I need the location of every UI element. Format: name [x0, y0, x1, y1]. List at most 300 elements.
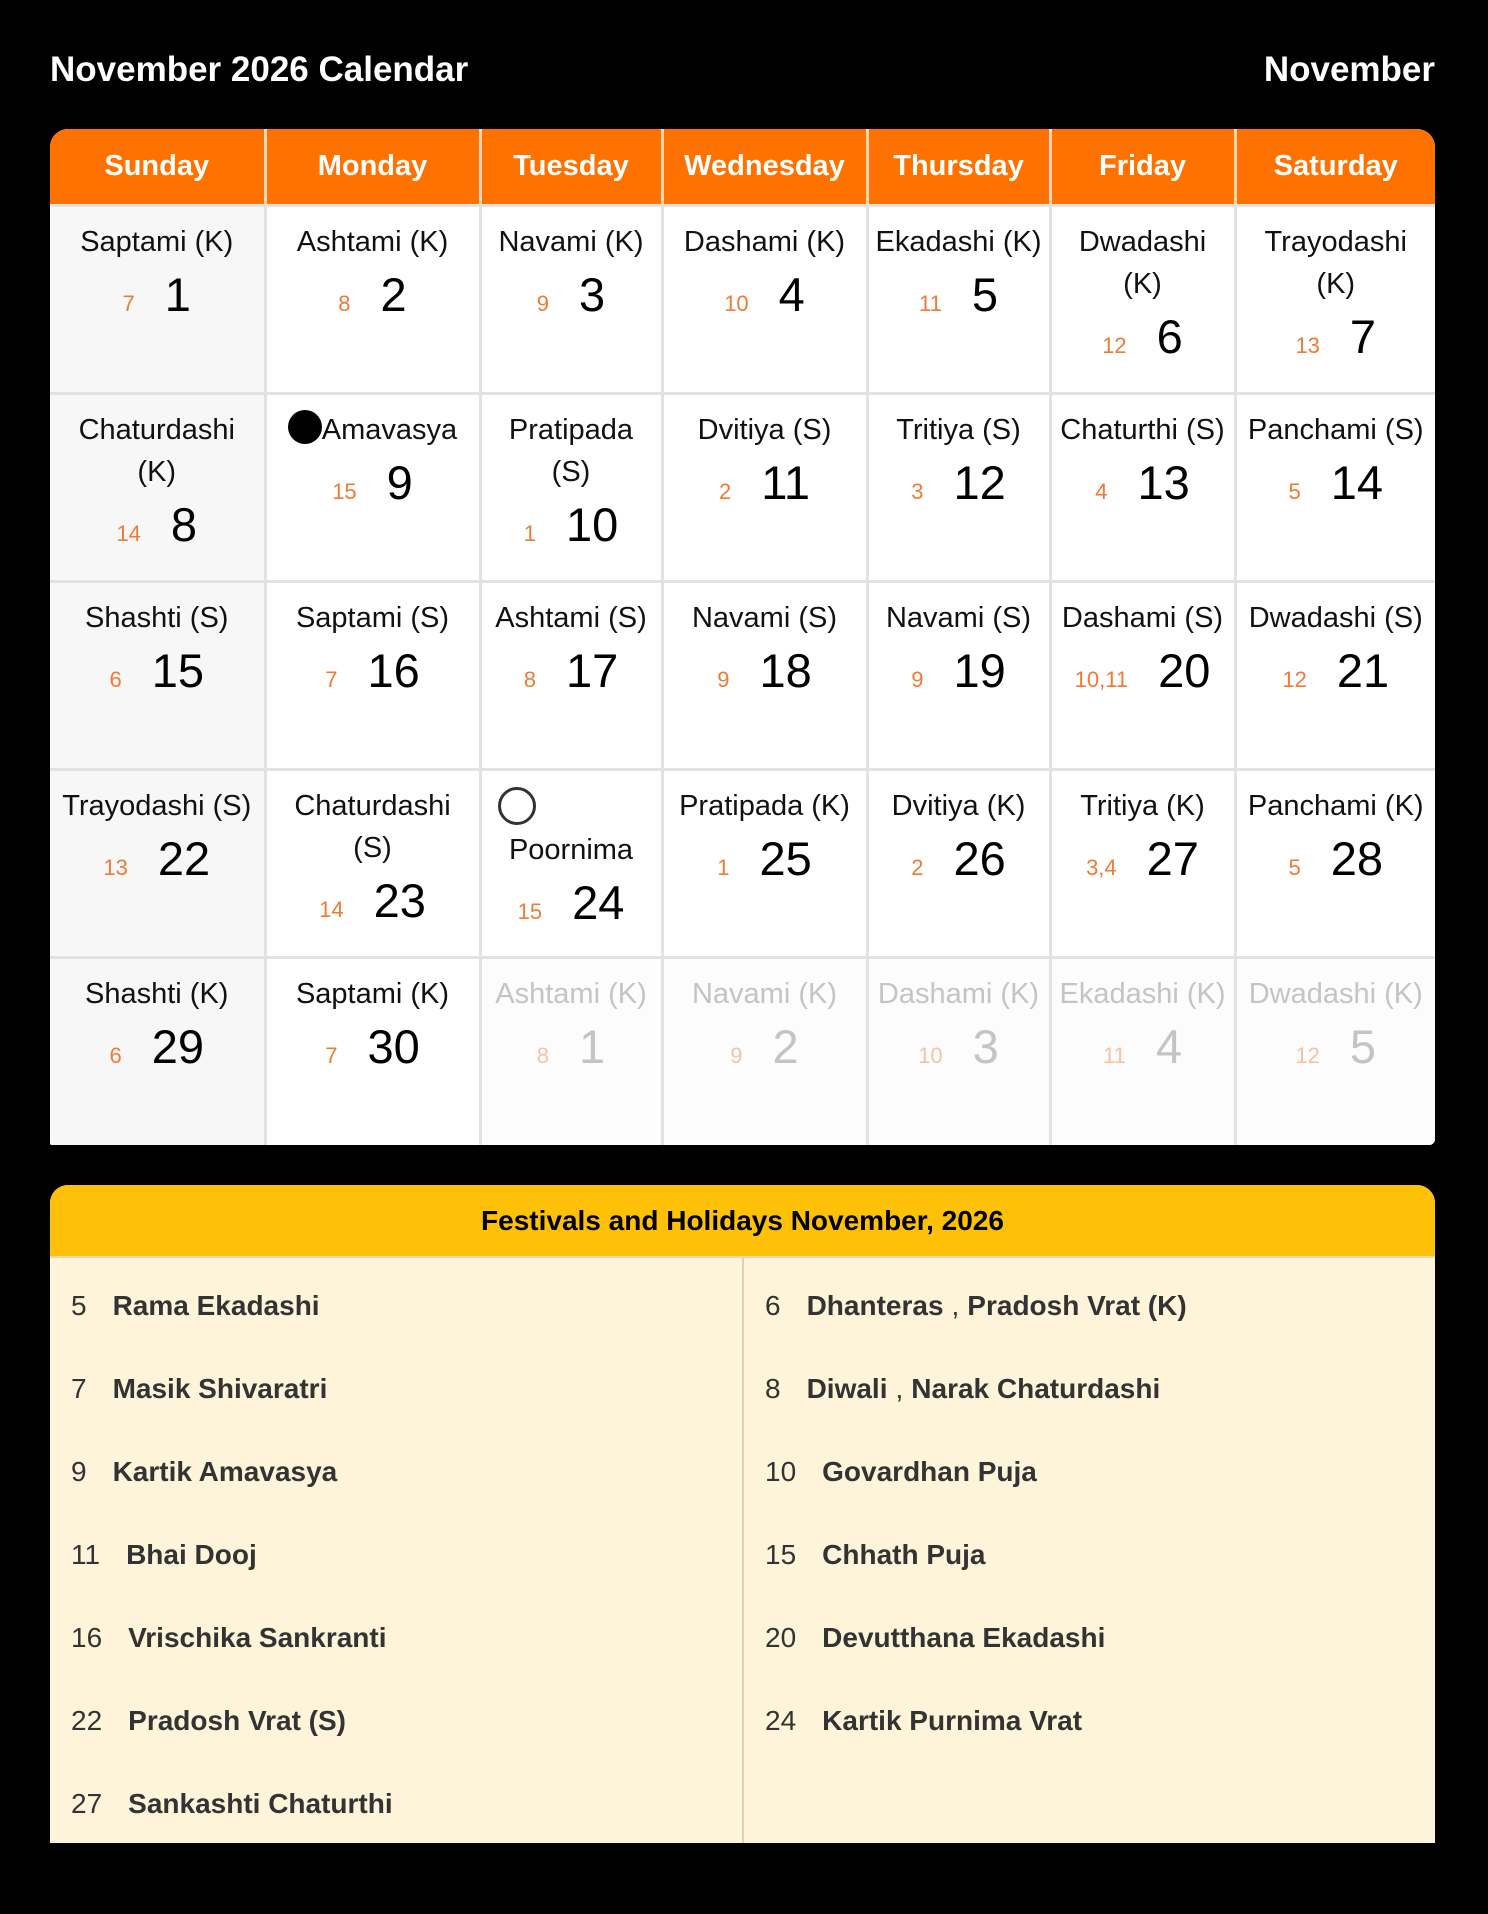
day-cell-content [664, 959, 866, 1091]
tithi-number: 7 [325, 667, 338, 692]
day-cell[interactable] [265, 394, 480, 582]
festival-day: 27 [71, 1787, 103, 1819]
date-line [56, 263, 258, 339]
date-number: 29 [151, 1020, 205, 1073]
tithi-name: Dashami (K) [683, 226, 846, 258]
tithi-name: Tritiya (K) [1080, 790, 1205, 822]
day-cell-content [1052, 395, 1234, 527]
festival-name-link[interactable]: Dhanteras [806, 1289, 944, 1321]
tithi-label [1243, 597, 1430, 639]
day-cell[interactable] [50, 770, 265, 958]
festival-name-link[interactable]: Kartik Purnima Vrat [822, 1704, 1083, 1736]
date-number: 22 [157, 832, 211, 885]
tithi-number: 1 [523, 521, 536, 546]
day-cell-content [1052, 583, 1234, 715]
day-cell[interactable] [662, 582, 867, 770]
tithi-name: Navami (S) [691, 602, 837, 634]
tithi-name: Shashti (K) [85, 978, 229, 1010]
day-cell[interactable] [1050, 770, 1235, 958]
day-cell-content [664, 395, 866, 527]
day-cell[interactable] [1235, 770, 1435, 958]
festival-item[interactable] [50, 1679, 742, 1762]
tithi-number: 14 [319, 897, 344, 922]
day-cell-content [50, 771, 264, 903]
tithi-number: 9 [730, 1043, 743, 1068]
tithi-name: Saptami (S) [295, 602, 450, 634]
tithi-label [1058, 409, 1228, 451]
date-line [1243, 305, 1430, 381]
tithi-label [875, 973, 1043, 1015]
date-number: 6 [1156, 310, 1183, 363]
festival-day: 15 [765, 1538, 797, 1570]
festival-name-link[interactable]: Kartik Amavasya [112, 1455, 338, 1487]
tithi-number: 2 [911, 855, 924, 880]
tithi-number: 9 [911, 667, 924, 692]
day-cell-content [267, 395, 479, 527]
tithi-label [488, 973, 655, 1015]
day-cell[interactable] [662, 394, 867, 582]
date-line [56, 1015, 258, 1091]
tithi-number: 5 [1288, 855, 1301, 880]
day-cell-content [1237, 959, 1436, 1091]
day-cell[interactable] [867, 206, 1050, 394]
calendar-week-row [50, 394, 1435, 582]
festival-item[interactable] [744, 1430, 1434, 1513]
day-cell[interactable] [1235, 582, 1435, 770]
day-cell-content [50, 959, 264, 1091]
date-line [488, 639, 655, 715]
tithi-number: 12 [1295, 1043, 1320, 1068]
date-number: 3 [579, 268, 606, 321]
date-line [670, 451, 860, 527]
festival-names [128, 1788, 392, 1820]
festival-names [113, 1373, 328, 1405]
day-cell-content [664, 771, 866, 903]
tithi-number: 13 [1295, 333, 1320, 358]
tithi-name: Dvitiya (S) [697, 414, 832, 446]
tithi-label [1058, 785, 1228, 827]
festival-item[interactable] [50, 1513, 742, 1596]
date-line [488, 1015, 655, 1091]
date-line [488, 871, 655, 947]
tithi-name: Dashami (S) [1061, 602, 1224, 634]
date-line [670, 1015, 860, 1091]
day-cell[interactable] [867, 582, 1050, 770]
festival-item[interactable] [744, 1596, 1434, 1679]
date-line [1058, 639, 1228, 715]
date-number: 27 [1146, 832, 1199, 885]
festival-day: 20 [765, 1621, 797, 1653]
tithi-name: Navami (K) [498, 226, 644, 258]
tithi-label [56, 409, 258, 493]
festival-names [126, 1539, 257, 1571]
day-cell-content [869, 771, 1049, 903]
day-cell-content [267, 583, 479, 715]
tithi-number: 12 [1282, 667, 1307, 692]
tithi-label [875, 785, 1043, 827]
tithi-label [1243, 973, 1430, 1015]
festival-day: 9 [71, 1455, 87, 1487]
tithi-name: Chaturdashi (K) [78, 414, 235, 488]
tithi-name: Dwadashi (S) [1248, 602, 1423, 634]
date-number: 17 [565, 644, 619, 697]
tithi-label [670, 409, 860, 451]
day-cell[interactable] [867, 770, 1050, 958]
tithi-label [1243, 221, 1430, 305]
weekday-thursday: Thursday [867, 129, 1050, 206]
festival-day: 7 [71, 1372, 87, 1404]
festival-item[interactable] [50, 1596, 742, 1679]
tithi-number: 15 [332, 479, 357, 504]
date-line [875, 827, 1043, 903]
tithi-number: 10,11 [1074, 667, 1129, 692]
date-line [273, 451, 473, 527]
day-cell-content [482, 395, 661, 569]
festival-item[interactable] [744, 1347, 1434, 1430]
date-number: 25 [759, 832, 812, 885]
day-cell-content [869, 583, 1049, 715]
day-cell-content [50, 207, 264, 339]
day-cell[interactable] [867, 394, 1050, 582]
tithi-name: Ashtami (S) [495, 602, 647, 634]
day-cell-content [1237, 395, 1436, 527]
tithi-name: Amavasya [321, 414, 458, 446]
calendar-grid [50, 129, 1435, 1145]
tithi-number: 4 [1095, 479, 1108, 504]
day-cell[interactable] [50, 206, 265, 394]
tithi-label [1058, 597, 1228, 639]
tithi-name: Saptami (K) [295, 978, 450, 1010]
date-number: 3 [972, 1020, 999, 1073]
calendar-card [50, 129, 1435, 1145]
day-cell[interactable] [265, 206, 480, 394]
festival-separator: , [951, 1289, 960, 1321]
date-line [875, 451, 1043, 527]
tithi-name: Ekadashi (K) [1059, 978, 1226, 1010]
tithi-name: Dvitiya (K) [891, 790, 1026, 822]
date-number: 13 [1137, 456, 1190, 509]
day-cell-content [482, 771, 661, 947]
day-cell-content [869, 959, 1049, 1091]
tithi-label [1058, 973, 1228, 1015]
tithi-label [488, 829, 655, 871]
festival-item[interactable] [50, 1264, 742, 1347]
tithi-number: 11 [1103, 1043, 1126, 1068]
date-line [1243, 639, 1430, 715]
day-cell-content [869, 207, 1049, 339]
weekday-sunday: Sunday [50, 129, 265, 206]
festival-name-link[interactable]: Vrischika Sankranti [128, 1621, 387, 1653]
tithi-name: Ekadashi (K) [875, 226, 1042, 258]
day-cell[interactable] [50, 958, 265, 1146]
tithi-number: 13 [103, 855, 128, 880]
tithi-label [670, 221, 860, 263]
tithi-name: Panchami (S) [1247, 414, 1424, 446]
tithi-label [1243, 409, 1430, 451]
calendar-week-row [50, 206, 1435, 394]
day-cell-content [869, 395, 1049, 527]
day-cell-content [50, 583, 264, 715]
tithi-label [273, 785, 473, 869]
tithi-number: 8 [338, 291, 351, 316]
day-cell[interactable] [265, 770, 480, 958]
festival-name-link[interactable]: Bhai Dooj [126, 1538, 257, 1570]
tithi-name: Pratipada (S) [508, 414, 634, 488]
date-number: 19 [953, 644, 1006, 697]
festival-names [113, 1290, 320, 1322]
date-line [1243, 827, 1430, 903]
day-cell[interactable] [1050, 394, 1235, 582]
date-number: 26 [953, 832, 1006, 885]
festival-name-link[interactable]: Pradosh Vrat (S) [128, 1704, 346, 1736]
festival-day: 11 [71, 1538, 101, 1570]
tithi-number: 10 [918, 1043, 943, 1068]
date-number: 5 [971, 268, 998, 321]
date-number: 1 [579, 1020, 606, 1073]
tithi-label [875, 597, 1043, 639]
date-number: 14 [1330, 456, 1384, 509]
date-number: 30 [367, 1020, 420, 1073]
date-line [670, 827, 860, 903]
festival-day: 5 [71, 1289, 87, 1321]
day-cell[interactable] [1050, 582, 1235, 770]
date-line [1058, 451, 1228, 527]
tithi-name: Trayodashi (S) [62, 790, 252, 822]
tithi-number: 9 [717, 667, 730, 692]
date-line [273, 639, 473, 715]
tithi-label [488, 409, 655, 493]
festivals-right-column [742, 1258, 1434, 1843]
date-number: 4 [778, 268, 805, 321]
tithi-label [670, 597, 860, 639]
tithi-name: Saptami (K) [80, 226, 234, 258]
date-line [488, 493, 655, 569]
festival-name-link[interactable]: Govardhan Puja [822, 1455, 1037, 1487]
day-cell-content [267, 771, 479, 945]
day-cell[interactable] [480, 394, 662, 582]
weekday-monday: Monday [265, 129, 480, 206]
date-line [1058, 1015, 1228, 1091]
festival-item[interactable] [50, 1430, 742, 1513]
tithi-label [875, 409, 1043, 451]
tithi-name: Dwadashi (K) [1078, 226, 1207, 300]
tithi-label [488, 597, 655, 639]
tithi-label [670, 785, 860, 827]
month-label: November [1263, 50, 1435, 89]
day-cell[interactable] [662, 206, 867, 394]
tithi-number: 6 [109, 667, 122, 692]
festivals-title: Festivals and Holidays November, 2026 [50, 1185, 1435, 1258]
day-cell[interactable] [480, 582, 662, 770]
date-number: 2 [772, 1020, 799, 1073]
date-number: 28 [1330, 832, 1384, 885]
festivals-panel [50, 1185, 1435, 1843]
tithi-name: Navami (K) [691, 978, 837, 1010]
day-cell[interactable] [867, 958, 1050, 1146]
date-number: 15 [151, 644, 205, 697]
festival-day: 24 [765, 1704, 797, 1736]
date-line [273, 1015, 473, 1091]
date-number: 23 [373, 874, 426, 927]
day-cell-content [664, 207, 866, 339]
tithi-name: Ashtami (K) [296, 226, 449, 258]
weekday-wednesday: Wednesday [662, 129, 867, 206]
date-number: 1 [164, 268, 191, 321]
tithi-number: 15 [517, 899, 543, 924]
festival-names [822, 1705, 1082, 1737]
festival-item[interactable] [50, 1762, 742, 1843]
tithi-number: 12 [1102, 333, 1127, 358]
tithi-label [56, 597, 258, 639]
date-number: 12 [953, 456, 1006, 509]
page-header [50, 46, 1435, 94]
festival-names [822, 1539, 985, 1571]
day-cell[interactable] [480, 770, 662, 958]
date-line [488, 263, 655, 339]
page-title: November 2026 Calendar [50, 50, 469, 89]
day-cell[interactable] [1050, 206, 1235, 394]
day-cell[interactable] [480, 206, 662, 394]
date-line [875, 639, 1043, 715]
festival-item[interactable] [50, 1347, 742, 1430]
date-number: 9 [386, 456, 413, 509]
day-cell[interactable] [1235, 206, 1435, 394]
festival-item[interactable] [744, 1679, 1434, 1762]
tithi-number: 7 [325, 1043, 338, 1068]
tithi-label [1058, 221, 1228, 305]
festival-name-link[interactable]: Diwali [806, 1372, 888, 1404]
date-number: 20 [1158, 644, 1211, 697]
tithi-label [488, 221, 655, 263]
day-cell[interactable] [265, 958, 480, 1146]
tithi-number: 5 [1288, 479, 1301, 504]
weekday-saturday: Saturday [1235, 129, 1435, 206]
day-cell-content [482, 207, 661, 339]
tithi-number: 2 [718, 479, 732, 504]
tithi-number: 11 [919, 291, 942, 316]
date-line [273, 263, 473, 339]
tithi-name: Panchami (K) [1247, 790, 1424, 822]
tithi-name: Ashtami (K) [495, 978, 647, 1010]
tithi-number: 3,4 [1086, 855, 1117, 880]
tithi-number: 8 [523, 667, 536, 692]
tithi-name: Dashami (K) [877, 978, 1040, 1010]
tithi-label [56, 221, 258, 263]
weekday-tuesday: Tuesday [480, 129, 662, 206]
date-number: 21 [1336, 644, 1390, 697]
tithi-label [670, 973, 860, 1015]
festival-name-link[interactable]: Masik Shivaratri [112, 1372, 328, 1404]
tithi-label [875, 221, 1043, 263]
day-cell-content [1052, 207, 1234, 381]
day-cell-content [664, 583, 866, 715]
date-number: 11 [761, 456, 811, 509]
day-cell[interactable] [50, 394, 265, 582]
festival-names [822, 1622, 1105, 1654]
day-cell[interactable] [1235, 958, 1435, 1146]
festivals-left-column [50, 1258, 742, 1843]
festival-names [113, 1456, 338, 1488]
festival-item[interactable] [744, 1264, 1434, 1347]
date-line [56, 827, 258, 903]
tithi-name: Navami (S) [885, 602, 1031, 634]
tithi-name: Dwadashi (K) [1248, 978, 1423, 1010]
tithi-name: Shashti (S) [85, 602, 229, 634]
festival-separator: , [895, 1372, 904, 1404]
tithi-name: Trayodashi (K) [1264, 226, 1407, 300]
festival-name-link[interactable]: Rama Ekadashi [112, 1289, 320, 1321]
day-cell[interactable] [662, 770, 867, 958]
day-cell[interactable] [1050, 958, 1235, 1146]
festival-name-link[interactable]: Sankashti Chaturthi [128, 1787, 393, 1819]
date-line [273, 869, 473, 945]
tithi-label [273, 409, 473, 451]
festival-item[interactable] [744, 1513, 1434, 1596]
tithi-label [1243, 785, 1430, 827]
day-cell-content [267, 959, 479, 1091]
tithi-number: 14 [116, 521, 141, 546]
day-cell-content [1237, 583, 1436, 715]
festival-name-link[interactable]: Devutthana Ekadashi [822, 1621, 1106, 1653]
date-number: 4 [1155, 1020, 1182, 1073]
date-number: 5 [1349, 1020, 1377, 1073]
date-number: 7 [1349, 310, 1377, 363]
day-cell-content [482, 583, 661, 715]
date-number: 18 [759, 644, 812, 697]
day-cell[interactable] [50, 582, 265, 770]
day-cell[interactable] [1235, 394, 1435, 582]
date-line [1243, 451, 1430, 527]
festivals-list [50, 1258, 1435, 1843]
tithi-number: 10 [724, 291, 749, 316]
day-cell-content [1237, 207, 1436, 381]
day-cell-content [1052, 959, 1234, 1091]
tithi-number: 9 [536, 291, 550, 316]
festival-names [807, 1373, 1161, 1405]
date-line [670, 639, 860, 715]
festival-names [128, 1622, 386, 1654]
day-cell[interactable] [662, 958, 867, 1146]
date-number: 8 [170, 498, 198, 551]
date-line [875, 263, 1043, 339]
tithi-label [56, 973, 258, 1015]
day-cell-content [1052, 771, 1234, 903]
date-number: 2 [380, 268, 407, 321]
weekday-header-row [50, 129, 1435, 206]
date-line [1058, 827, 1228, 903]
tithi-name: Chaturdashi (S) [294, 790, 451, 864]
day-cell[interactable] [265, 582, 480, 770]
date-line [56, 493, 258, 569]
festival-name-link[interactable]: Chhath Puja [822, 1538, 986, 1570]
festival-name-link[interactable]: Narak Chaturdashi [911, 1372, 1161, 1404]
day-cell[interactable] [480, 958, 662, 1146]
day-cell-content [267, 207, 479, 339]
calendar-week-row [50, 770, 1435, 958]
day-cell-content [1237, 771, 1436, 903]
day-cell-content [50, 395, 264, 569]
tithi-name: Poornima [508, 834, 634, 866]
date-line [1243, 1015, 1430, 1091]
festival-day: 16 [71, 1621, 103, 1653]
date-line [56, 639, 258, 715]
festival-name-link[interactable]: Pradosh Vrat (K) [967, 1289, 1187, 1321]
weekday-friday: Friday [1050, 129, 1235, 206]
tithi-name: Pratipada (K) [679, 790, 850, 822]
day-cell-content [482, 959, 661, 1091]
festival-day: 22 [71, 1704, 103, 1736]
tithi-label [56, 785, 258, 827]
